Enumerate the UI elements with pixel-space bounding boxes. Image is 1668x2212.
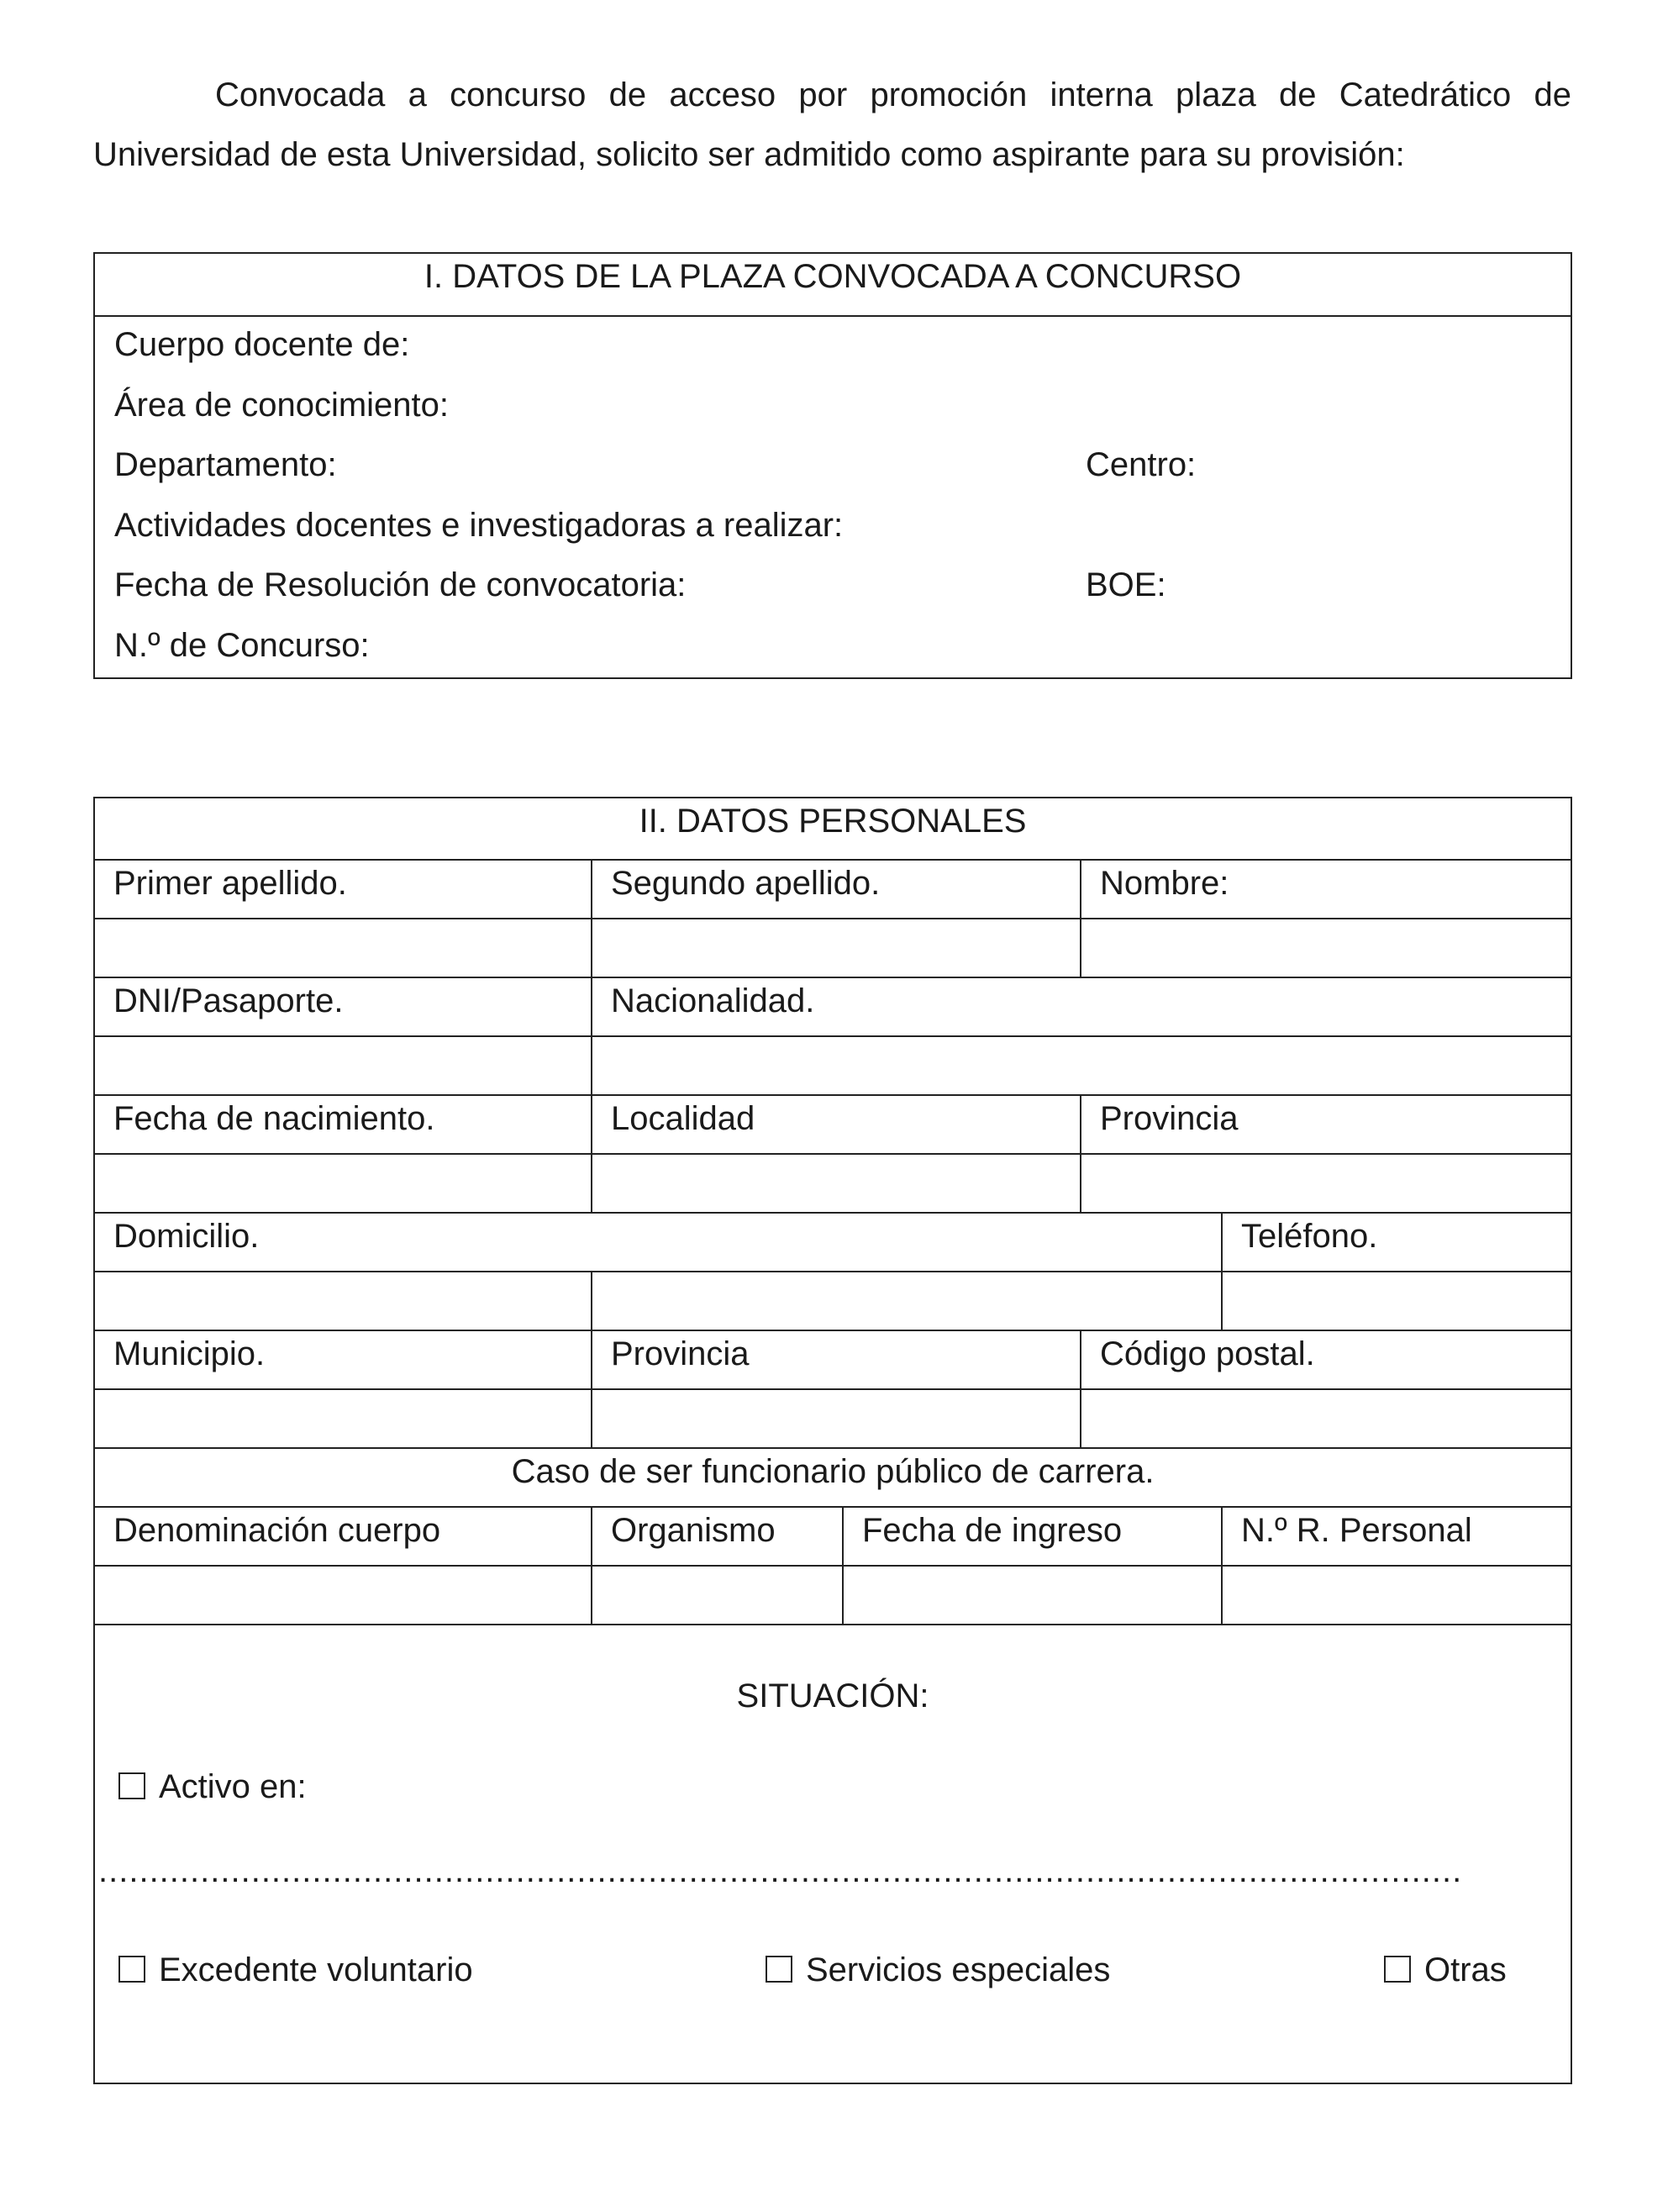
localidad-label: Localidad — [592, 1095, 1081, 1154]
excedente-checkbox[interactable] — [118, 1956, 145, 1983]
situacion-heading: SITUACIÓN: — [736, 1677, 929, 1714]
codigo-postal-field[interactable] — [1081, 1389, 1571, 1448]
organismo-label: Organismo — [592, 1507, 843, 1566]
domicilio-field-2[interactable] — [592, 1272, 1222, 1330]
servicios-label: Servicios especiales — [806, 1951, 1111, 1988]
excedente-label: Excedente voluntario — [159, 1951, 473, 1988]
fecha-ingreso-label: Fecha de ingreso — [843, 1507, 1222, 1566]
section-plaza — [93, 252, 1572, 679]
nombre-field[interactable] — [1081, 919, 1571, 977]
provincia-field[interactable] — [1081, 1154, 1571, 1213]
otras-option[interactable] — [1384, 1951, 1507, 1989]
primer-apellido-label: Primer apellido. — [95, 860, 592, 919]
funcionario-heading: Caso de ser funcionario público de carrera. — [95, 1448, 1571, 1507]
primer-apellido-field[interactable] — [95, 919, 592, 977]
section-plaza-title: I. DATOS DE LA PLAZA CONVOCADA A CONCURSO — [95, 254, 1571, 317]
activo-dotted-line: ...................................................................................................................................... — [98, 1852, 1463, 1889]
cuerpo-docente-label: Cuerpo docente de: — [114, 326, 410, 363]
servicios-checkbox[interactable] — [766, 1956, 792, 1983]
personal-data-table — [95, 798, 1571, 1625]
segundo-apellido-field[interactable] — [592, 919, 1081, 977]
provincia-domicilio-label: Provincia — [592, 1330, 1081, 1389]
activo-checkbox[interactable] — [118, 1772, 145, 1799]
telefono-field[interactable] — [1222, 1272, 1571, 1330]
codigo-postal-label: Código postal. — [1081, 1330, 1571, 1389]
centro-label: Centro: — [1086, 446, 1197, 484]
fecha-resolucion-label: Fecha de Resolución de convocatoria: — [114, 566, 687, 604]
nrp-field[interactable] — [1222, 1566, 1571, 1625]
otras-checkbox[interactable] — [1384, 1956, 1411, 1983]
denominacion-cuerpo-label: Denominación cuerpo — [95, 1507, 592, 1566]
section-datos-personales — [93, 797, 1572, 2084]
localidad-field[interactable] — [592, 1154, 1081, 1213]
municipio-label: Municipio. — [95, 1330, 592, 1389]
actividades-label: Actividades docentes e investigadoras a realizar: — [114, 506, 844, 544]
domicilio-label: Domicilio. — [95, 1213, 1222, 1272]
numero-concurso-label: N.º de Concurso: — [114, 626, 370, 664]
telefono-label: Teléfono. — [1222, 1213, 1571, 1272]
intro-paragraph: Convocada a concurso de acceso por promoción interna plaza de Catedrático de Universidad de esta Universidad, solicito ser admitido como aspirante para su provisión: — [93, 76, 1571, 173]
segundo-apellido-label: Segundo apellido. — [592, 860, 1081, 919]
section-personales-title: II. DATOS PERSONALES — [95, 798, 1571, 860]
provincia-label: Provincia — [1081, 1095, 1571, 1154]
fecha-nacimiento-field[interactable] — [95, 1154, 592, 1213]
provincia-domicilio-field[interactable] — [592, 1389, 1081, 1448]
dni-label: DNI/Pasaporte. — [95, 977, 592, 1036]
situacion-block — [95, 1625, 1571, 2044]
departamento-label: Departamento: — [114, 446, 337, 484]
excedente-option[interactable] — [118, 1951, 473, 1989]
municipio-field[interactable] — [95, 1389, 592, 1448]
servicios-option[interactable] — [766, 1951, 1110, 1989]
activo-option[interactable] — [118, 1768, 307, 1806]
nacionalidad-field[interactable] — [592, 1036, 1571, 1095]
dni-field[interactable] — [95, 1036, 592, 1095]
fecha-nacimiento-label: Fecha de nacimiento. — [95, 1095, 592, 1154]
denominacion-cuerpo-field[interactable] — [95, 1566, 592, 1625]
fecha-ingreso-field[interactable] — [843, 1566, 1222, 1625]
organismo-field[interactable] — [592, 1566, 843, 1625]
activo-label: Activo en: — [159, 1768, 307, 1805]
domicilio-field[interactable] — [95, 1272, 592, 1330]
nombre-label: Nombre: — [1081, 860, 1571, 919]
area-conocimiento-label: Área de conocimiento: — [114, 386, 450, 424]
otras-label: Otras — [1424, 1951, 1507, 1988]
nacionalidad-label: Nacionalidad. — [592, 977, 1571, 1036]
boe-label: BOE: — [1086, 566, 1166, 604]
nrp-label: N.º R. Personal — [1222, 1507, 1571, 1566]
